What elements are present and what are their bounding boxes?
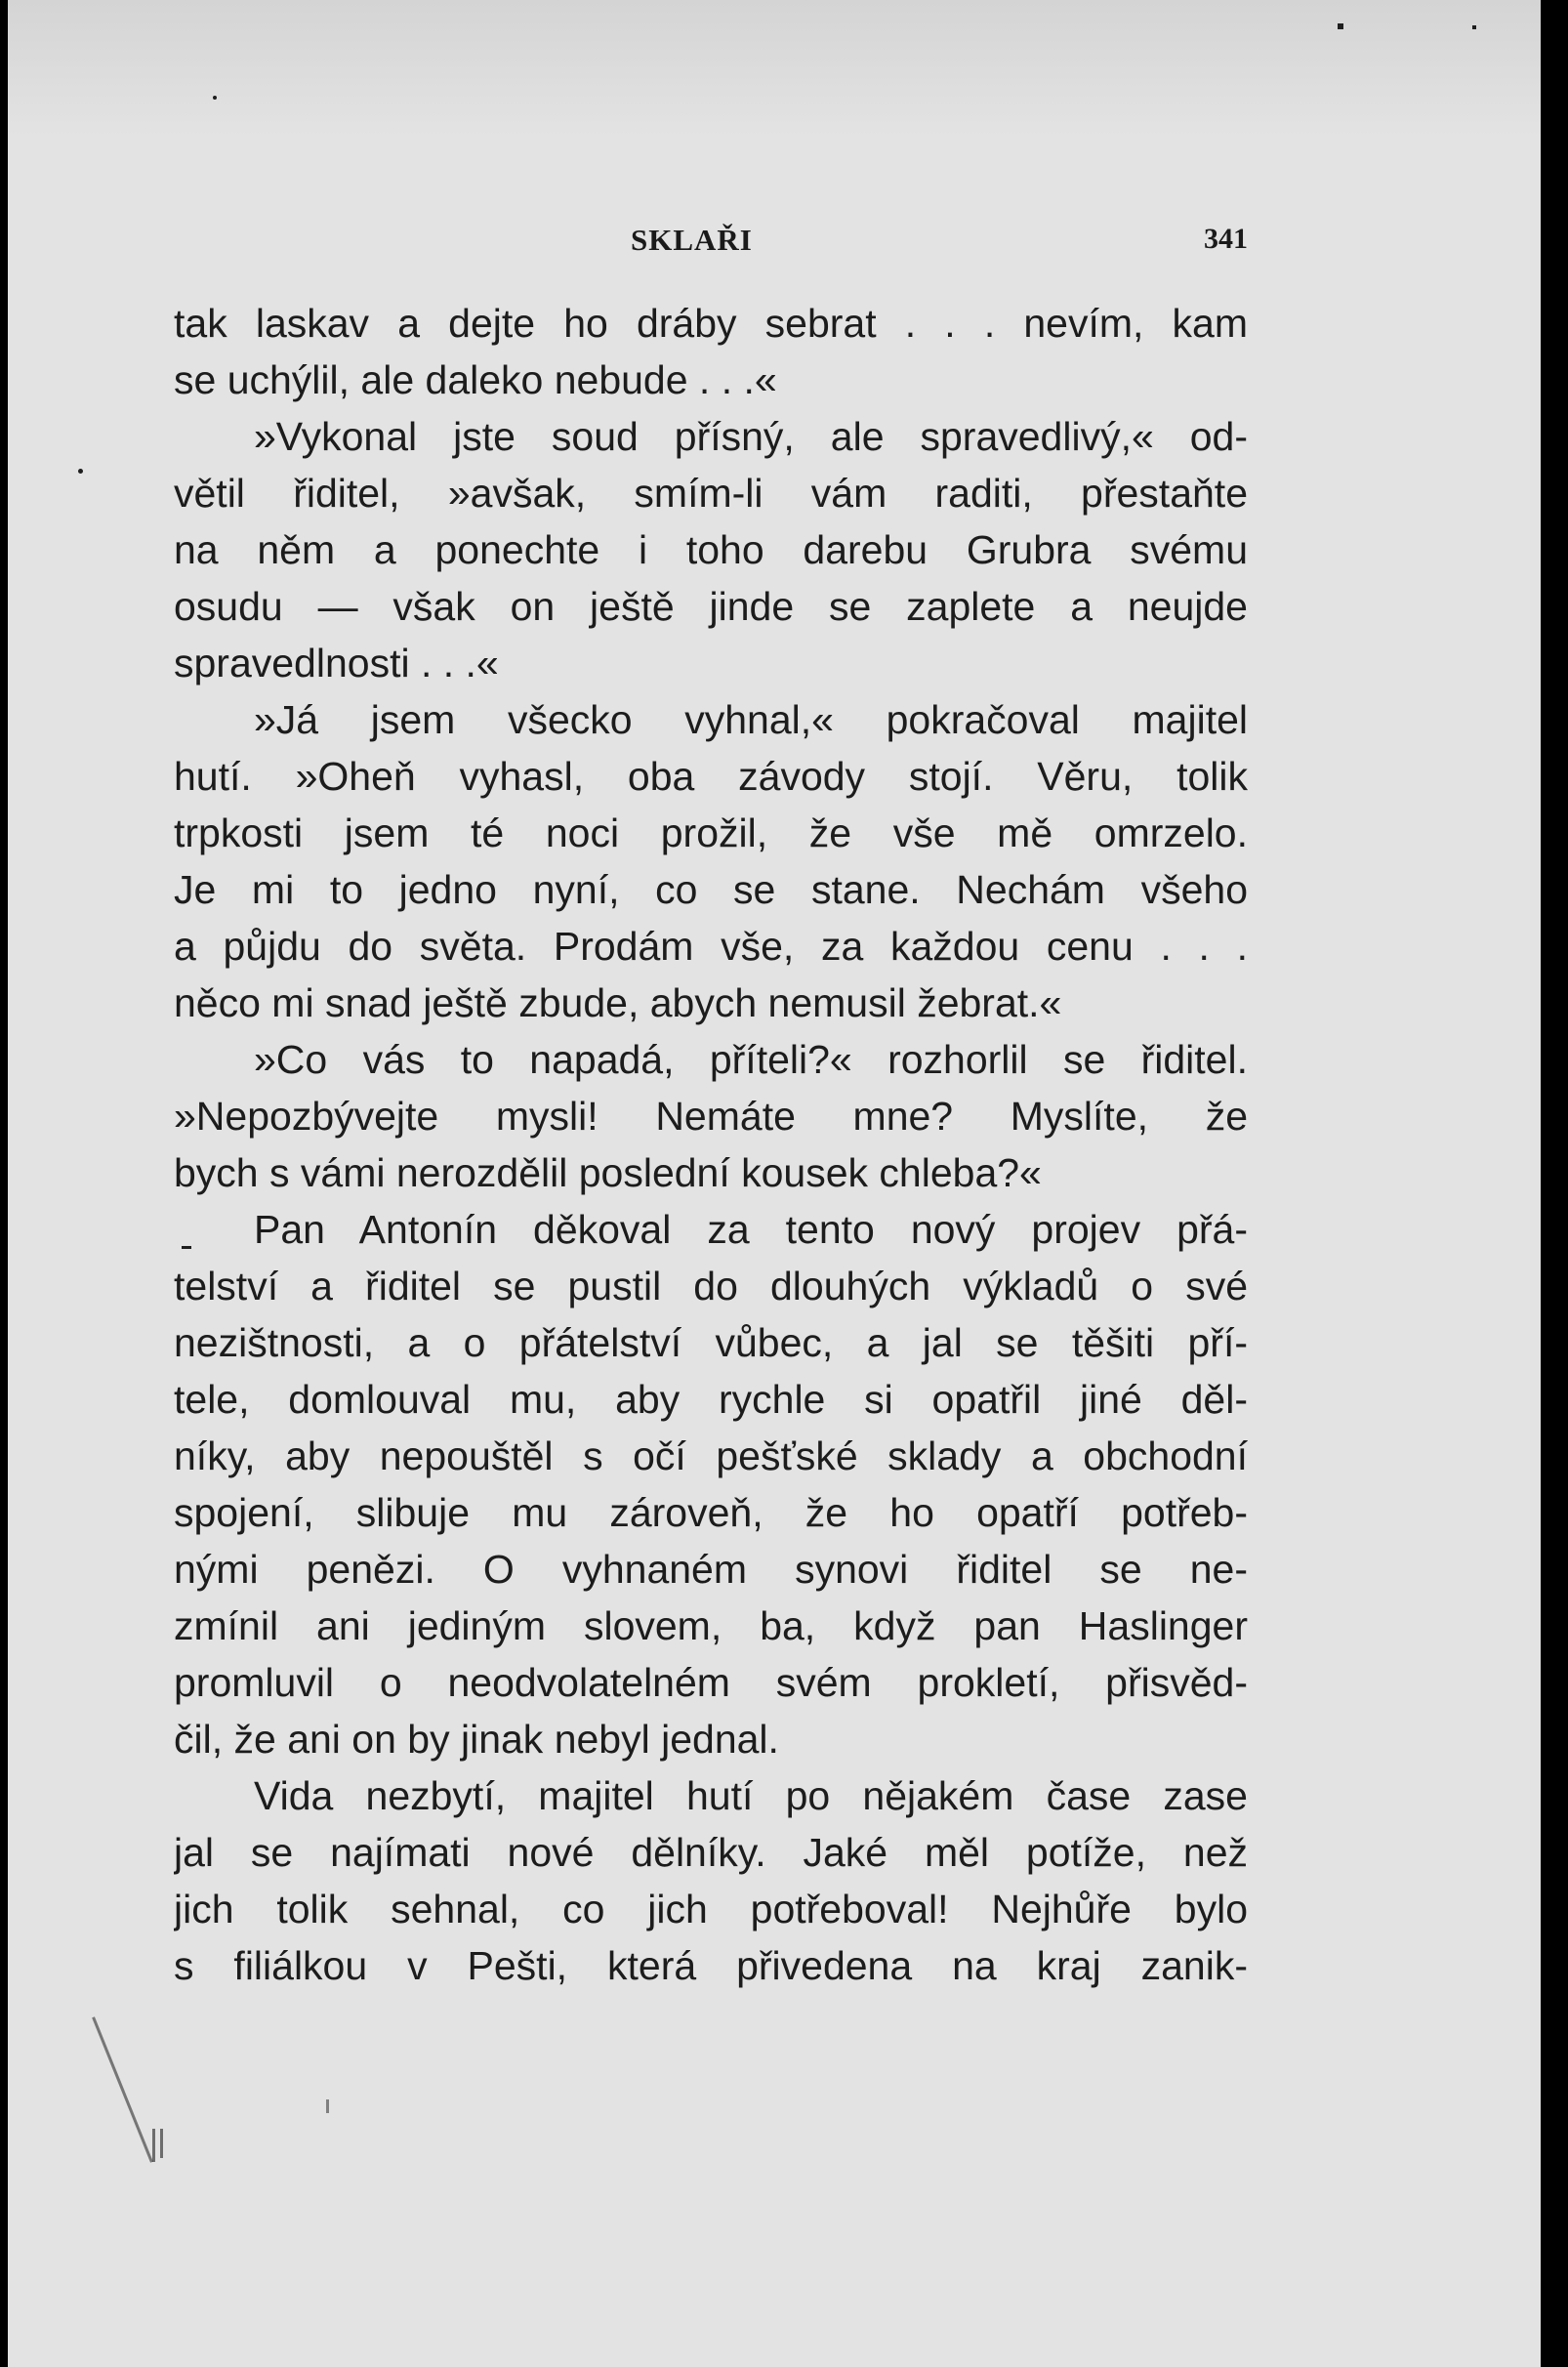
text-line: trpkosti jsem té noci prožil, že vše mě omrzelo. bbox=[174, 810, 1248, 855]
pencil-stroke bbox=[152, 2129, 155, 2162]
text-line: spravedlnosti . . .« bbox=[174, 641, 499, 685]
text-line: a půjdu do světa. Prodám vše, za každou cenu . . . bbox=[174, 924, 1248, 969]
text-line: níky, aby nepouštěl s očí pešťské sklady a obchodní bbox=[174, 1433, 1248, 1478]
text-line: telství a řiditel se pustil do dlouhých výkladů o své bbox=[174, 1264, 1248, 1308]
text-line: nými penězi. O vyhnaném synovi řiditel se ne- bbox=[174, 1547, 1248, 1592]
text-line: promluvil o neodvolatelném svém prokletí, přisvěd- bbox=[174, 1660, 1248, 1705]
text-line: něco mi snad ještě zbude, abych nemusil žebrat.« bbox=[174, 980, 1062, 1025]
text-line: Pan Antonín děkoval za tento nový projev přá- bbox=[254, 1207, 1248, 1252]
body-text bbox=[174, 295, 1248, 1994]
scan-speck bbox=[78, 469, 83, 474]
text-line: s filiálkou v Pešti, která přivedena na kraj zanik- bbox=[174, 1943, 1248, 1988]
text-line: Vida nezbytí, majitel hutí po nějakém čase zase bbox=[254, 1773, 1248, 1818]
text-line: větil řiditel, »avšak, smím-li vám raditi, přestaňte bbox=[174, 471, 1248, 516]
running-title: SKLAŘI bbox=[631, 223, 753, 257]
text-line: tele, domlouval mu, aby rychle si opatřil jiné děl- bbox=[174, 1377, 1248, 1422]
pencil-stroke bbox=[326, 2099, 329, 2113]
text-line: osudu — však on ještě jinde se zaplete a neujde bbox=[174, 584, 1248, 629]
text-line: jal se najímati nové dělníky. Jaké měl potíže, než bbox=[174, 1830, 1248, 1875]
pencil-stroke bbox=[92, 2016, 153, 2162]
text-line: spojení, slibuje mu zároveň, že ho opatří potřeb- bbox=[174, 1490, 1248, 1535]
text-line: »Já jsem všecko vyhnal,« pokračoval majitel bbox=[254, 697, 1248, 742]
text-line: »Nepozbývejte mysli! Nemáte mne? Myslíte, že bbox=[174, 1094, 1248, 1139]
book-page bbox=[8, 0, 1541, 2367]
text-line: hutí. »Oheň vyhasl, oba závody stojí. Věru, tolik bbox=[174, 754, 1248, 799]
text-line: »Vykonal jste soud přísný, ale spravedlivý,« od- bbox=[254, 414, 1248, 459]
pencil-stroke bbox=[160, 2129, 163, 2158]
text-line: Je mi to jedno nyní, co se stane. Nechám všeho bbox=[174, 867, 1248, 912]
running-head bbox=[174, 215, 1248, 264]
text-line: nezištnosti, a o přátelství vůbec, a jal se těšiti pří- bbox=[174, 1320, 1248, 1365]
scan-speck bbox=[1472, 25, 1476, 29]
text-line: na něm a ponechte i toho darebu Grubra svému bbox=[174, 527, 1248, 572]
text-line: zmínil ani jediným slovem, ba, když pan Haslinger bbox=[174, 1603, 1248, 1648]
text-line: »Co vás to napadá, příteli?« rozhorlil se řiditel. bbox=[254, 1037, 1248, 1082]
text-line: čil, že ani on by jinak nebyl jednal. bbox=[174, 1717, 779, 1762]
scan-speck bbox=[1338, 23, 1343, 29]
text-line: jich tolik sehnal, co jich potřeboval! Nejhůře bylo bbox=[174, 1887, 1248, 1931]
page-number: 341 bbox=[1204, 223, 1248, 255]
text-line: se uchýlil, ale daleko nebude . . .« bbox=[174, 357, 777, 402]
scan-speck bbox=[213, 96, 217, 100]
text-line: bych s vámi nerozdělil poslední kousek chleba?« bbox=[174, 1150, 1042, 1195]
text-line: tak laskav a dejte ho dráby sebrat . . . nevím, kam bbox=[174, 301, 1248, 346]
scan-speck bbox=[182, 1246, 191, 1249]
